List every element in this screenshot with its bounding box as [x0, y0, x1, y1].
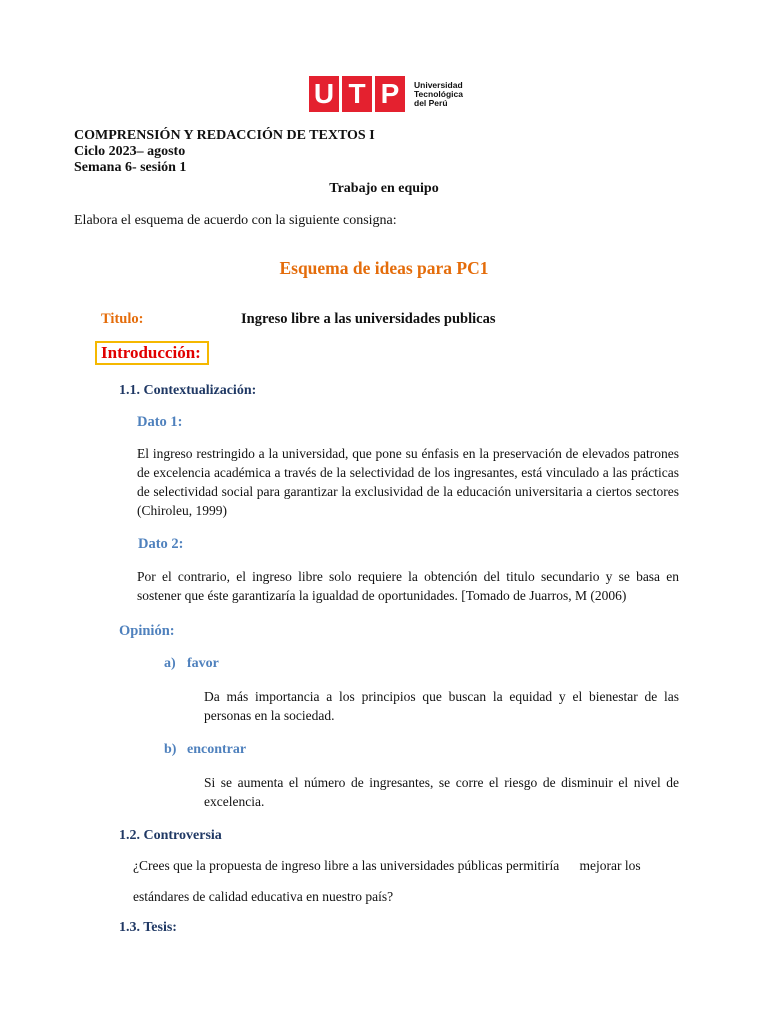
controversia-line-2: estándares de calidad educativa en nuestro país? — [133, 889, 394, 904]
controversia-heading: 1.2. Controversia — [119, 828, 222, 843]
opinion-a-label: favor — [187, 656, 219, 671]
opinion-b-label: encontrar — [187, 742, 247, 757]
logo-text — [414, 81, 463, 108]
opinion-b-text: Si se aumenta el número de ingresantes, se corre el riesgo de disminuir el nivel de excelencia. — [204, 775, 679, 809]
intro-label: Introducción: — [95, 341, 209, 365]
logo-letter-p: P — [375, 76, 405, 112]
opinion-a-text: Da más importancia a los principios que buscan la equidad y el bienestar de las personas en la sociedad. — [204, 689, 679, 723]
utp-logo — [309, 76, 463, 112]
dato2-label: Dato 2: — [138, 536, 184, 552]
logo-letter-u: U — [309, 76, 339, 112]
dato1-text: El ingreso restringido a la universidad, que pone su énfasis en la preservación de elevados patrones de excelencia académica a través de la selectividad de los ingresantes, está vinculado a las prácticas de selectividad social para garantizar la exclusividad de la educación universitaria a ciertos sectores (Chiroleu, 1999) — [137, 446, 679, 518]
activity-title: Trabajo en equipo — [329, 181, 439, 196]
dato1-label: Dato 1: — [137, 414, 183, 430]
logo-text-line-1: Universidad — [414, 79, 463, 90]
course-name: COMPRENSIÓN Y REDACCIÓN DE TEXTOS I — [74, 128, 375, 143]
logo-text-line-3: del Perú — [414, 97, 448, 108]
opinion-heading: Opinión: — [119, 623, 175, 639]
dato2-text: Por el contrario, el ingreso libre solo requiere la obtención del titulo secundario y se basa en sostener que éste garantizaría la igualdad de oportunidades. [Tomado de Juarros, M (2006) — [137, 569, 679, 603]
opinion-a-marker: a) — [164, 656, 176, 671]
controversia-line-1: ¿Crees que la propuesta de ingreso libre a las universidades públicas permitiría mejorar los — [133, 858, 641, 873]
logo-letter-t: T — [342, 76, 372, 112]
titulo-value: Ingreso libre a las universidades publicas — [241, 311, 496, 327]
opinion-b-marker: b) — [164, 742, 177, 757]
contextualizacion-heading: 1.1. Contextualización: — [119, 383, 257, 398]
titulo-label: Titulo: — [101, 311, 144, 327]
scheme-title: Esquema de ideas para PC1 — [279, 258, 489, 278]
course-cycle: Ciclo 2023– agosto — [74, 144, 186, 159]
tesis-heading: 1.3. Tesis: — [119, 920, 177, 935]
instruction-text: Elabora el esquema de acuerdo con la siguiente consigna: — [74, 213, 397, 228]
course-week: Semana 6- sesión 1 — [74, 160, 187, 175]
logo-text-line-2: Tecnológica — [414, 88, 463, 99]
